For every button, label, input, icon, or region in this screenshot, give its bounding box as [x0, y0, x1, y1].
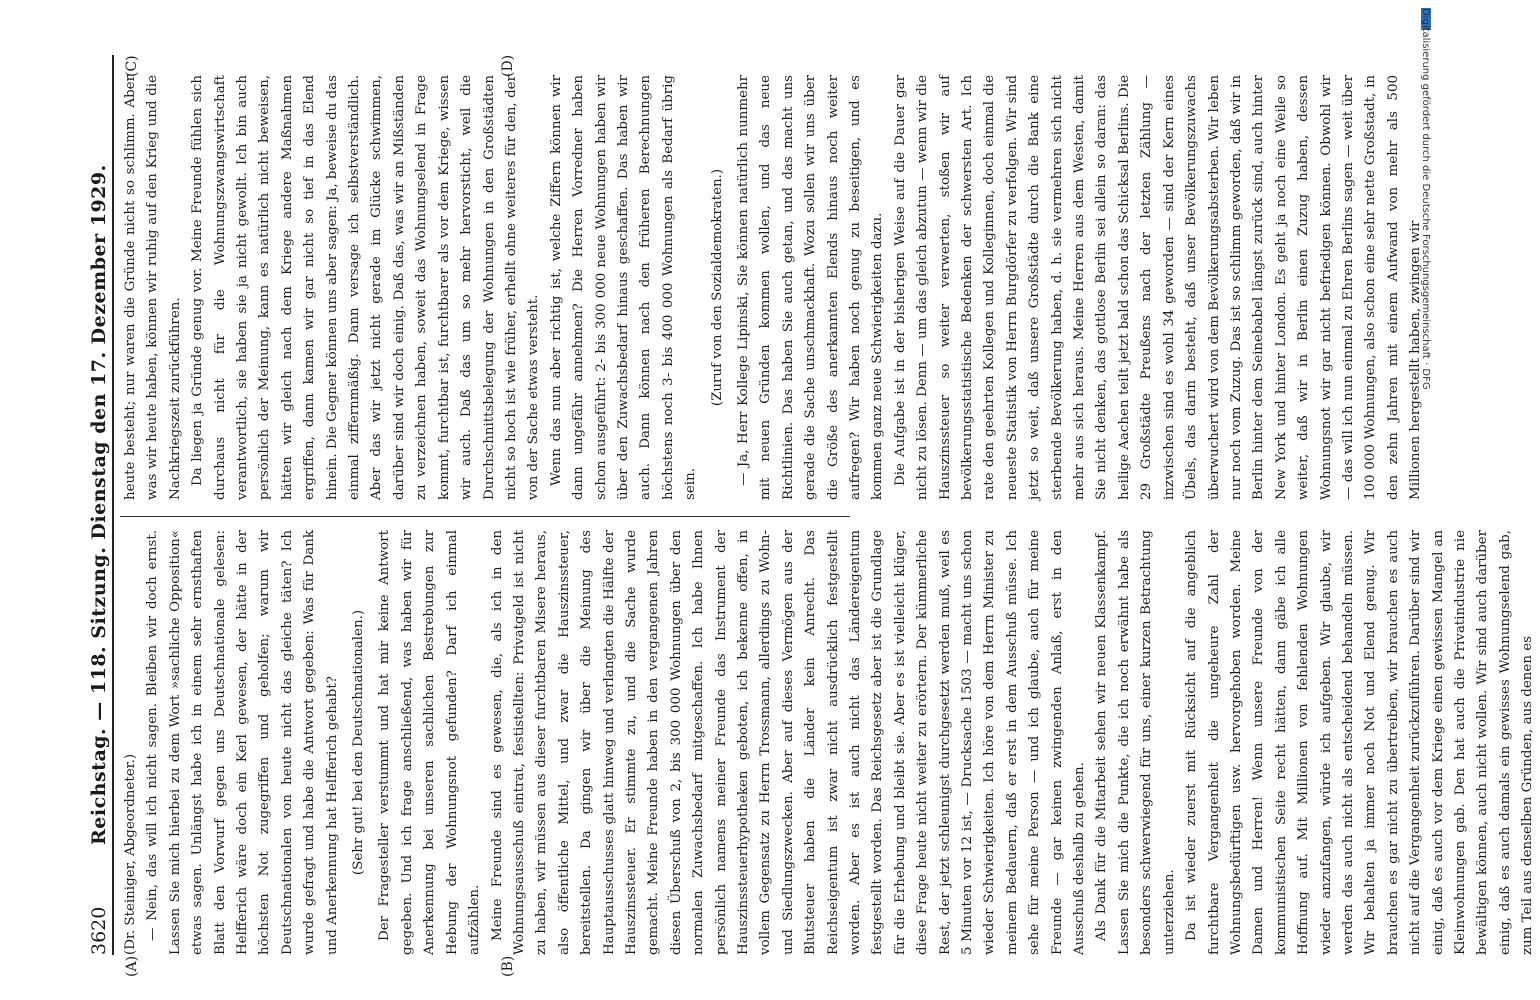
paragraph: — Nein, das will ich nicht sagen. Bleiben wir doch ernst. Lassen Sie mich hierbei zu dem Wort »sachliche Opposition« etwas sagen. Unlängst habe ich in einem sehr ernsthaften Blatt den Vorwurf gegen uns Deutschnationale gelesen: Helfferich wäre doch ein Kerl gewesen, der hätte in der höchsten Not zugegriffen und geholfen; warum wir Deutschnationalen von heute nicht das gleiche täten? Ich wurde gefragt und habe die Antwort gegeben: Was für Dank und Anerkennung hat Helfferich gehabt? [145, 530, 340, 955]
page-number: 3620 [88, 906, 110, 955]
margin-marker-c: (C) [124, 55, 140, 77]
paragraph: heute besteht; nur waren die Gründe nicht so schlimm. Aber was wir heute haben, können wir ruhig auf den Krieg und die Nachkriegszeit zurückführen. [123, 75, 183, 500]
paragraph: Da liegen ja Gründe genug vor. Meine Freunde fühlen sich durchaus nicht für die Wohnungszwangswirtschaft verantwortlich, sie haben sie ja nicht gewollt. Ich bin auch persönlich der Meinung, kann es natürlich nicht beweisen, hätten wir gleich nach dem Kriege andere Maßnahmen ergriffen, dann kamen wir gar nicht so tief in das Elend hinein. Die Gegner können uns aber sagen: Ja, beweise du das einmal ziffernmäßig. Dann versage ich selbstverständlich. Aber das wir jetzt nicht gerade im Glücke schwimmen, darüber sind wir doch einig. Daß das, was wir an Mißständen zu verzeichnen haben, soweit das Wohnungselend in Frage kommt, furchtbar ist, furchtbarer als vor dem Kriege, wissen wir auch. Daß das um so mehr hervorsticht, weil die Durchschnittsbelegung der Wohnungen in den Großstädten nicht so hoch ist wie früher, erhellt ohne weiteres für den, der von der Sache etwas versteht. [190, 75, 542, 500]
left-column [120, 530, 1536, 955]
paragraph: Meine Freunde sind es gewesen, die, als ich in den Wohnungsausschuß eintrat, festistellten: Privatgeld ist nicht zu haben, wir müssen aus dieser furchtbaren Misere heraus, also öffentliche Mittel, und zwar die Hauszinssteuer, bereitstellen. Da gingen wir über die Meinung des Hauptausschusses glatt hinweg und verlangten die Hälfte der Hauszinssteuer. Er stimmte zu, und die Sache wurde gemacht. Meine Freunde haben in den vergangenen Jahren diesen Überschuß von 2, bis 300 000 Wohnungen über den normalen Zuwachsbedarf mitgeschaffen. Ich habe Ihnen persönlich namens meiner Freunde das Instrument der Hauszinssteuerhypotheken geboten, ich bekenne offen, in vollem Gegensatz zu Herrn Trossmann, allerdings zu Wohn- und Siedlungszwecken. Aber auf dieses Vermögen aus der Blutsteuer haben die Länder kein Anrecht. Das Reichseigentum ist zwar nicht ausdrücklich festgestellt worden. Aber es ist auch nicht das Ländereigentum festgestellt worden. Das Reichsgesetz aber ist die Grundlage für die Erhebung und bleibt sie. Aber es ist vielleicht klüger, diese Frage heute nicht weiter zu erörtern. Der kümmerliche Rest, der jetzt schleunigst durchgesetzt werden muß, weil es 5 Minuten vor 12 ist, — Drucksache 1503 — macht uns schon wieder Schwierigkeiten. Ich höre von dem Herrn Minister zu meinem Bedauern, daß er erst in dem Ausschuß müsse. Ich sehe für meine Person — und ich glaube, auch für meine Freunde — gar keinen zwingenden Anlaß, erst in den Ausschuß deshalb zu gehen. [489, 530, 1088, 955]
paragraph: Als Dank für die Mitarbeit sehen wir neuen Klassenkampf. Lassen Sie mich die Punkte, die ich noch erwähnt habe als besonders schwerwiegend für uns, einer kurzen Betrachtung unterziehen. [1094, 530, 1177, 955]
paragraph: — Ja, Herr Kollege Lipinski, Sie können natürlich nunmehr mit neuen Gründen kommen wollen, und das neue Richtlinien. Das haben Sie auch getan, und das macht uns gerade die Sache unschmackhaft. Wozu sollen wir uns über die Größe des anerkannten Elends hinaus noch weiter aufregen? Wir haben noch genug zu beseitigen, und es kommen ganz neue Schwierigkeiten dazu. [735, 75, 886, 500]
paragraph: Da ist wieder zuerst mit Rücksicht auf die angeblich furchtbare Vergangenheit die ungeheure Zahl der Wohnungsbedürftigen usw. hervorgehoben worden. Meine Damen und Herren! Wenn unsere Freunde von der kommunistischen Seite recht hätten, dann gäbe ich alle Hoffnung auf. Mit Millionen von fehlenden Wohnungen wieder anzufangen, würde ich aufgeben. Wir glaube, wir werden das auch nicht als entscheidend behandeln müssen. Wir behalten ja immer noch Not und Elend genug. Wir brauchen es gar nicht zu übertreiben, wir brauchen es auch nicht auf die Vergangenheit zurückzuführen. Darüber sind wir einig, daß es auch vor dem Kriege einen gewissen Mangel an Kleinwohnungen gab. Den hat auch die Privatindustrie nie bewältigen können, auch nicht wollen. Wir sind auch darüber einig, daß es auch damals ein gewisses Wohnungselend gab, zum Teil aus denselben Gründen, aus denen es [1184, 530, 1536, 955]
margin-marker-d: (D) [500, 54, 516, 77]
interjection: (Sehr gut! bei den Deutschnationalen.) [351, 609, 367, 876]
interjection: (Zuruf von den Sozialdemokraten.) [709, 168, 725, 407]
paragraph: Die Aufgabe ist in der bisherigen Weise auf die Dauer gar nicht zu lösen. Denn — um das gleich abzutun — wenn wir die Hauszinssteuer so weiter verwerten, stoßen wir auf bevölkerungsstatistische Bedenken der schwersten Art. Ich rate den geehrten Kollegen und Kolleginnen, doch einmal die neueste Statistik von Herrn Burgdörfer zu verfolgen. Wir sind jetzt so weit, daß unsere Großstädte durch die Bank eine sterbende Bevölkerung haben, d. h. sie vermehren sich nicht mehr aus sich heraus. Meine Herren aus dem Westen, damit Sie nicht denken, das gottlose Berlin sei allein so daran: das heilige Aachen teilt jetzt bald schon das Schicksal Berlins. Die 29 Großstädte Preußens nach der letzten Zählung — inzwischen sind es wohl 34 geworden — sind der Kern eines Übels, das darin besteht, daß unser Bevölkerungszuwachs überwuchert wird von dem Bevölkerungsabsterben. Wir leben nur noch vom Zuzug. Das ist so schlimm geworden, daß wir in Berlin hinter dem Seinebabel längst zurück sind, auch hinter New York und hinter London. Es geht ja noch eine Weile so weiter, daß wir in Berlin einen Zuzug haben, dessen Wohnungsnot wir gar nicht befriedigen können. Obwohl wir — das will ich nun einmal zu Ehren Berlins sagen — weit über 100 000 Wohnungen, also schon eine sehr nette Großstadt, in den zehn Jahren mit einem Aufwand von mehr als 500 Millionen hergestellt haben, zwingen wir [892, 75, 1424, 500]
paragraph: Wenn das nun aber richtig ist, welche Ziffern können wir dann ungefähr annehmen? Die Herren Vorredner haben schon ausgeführt: 2- bis 300 000 neue Wohnungen haben wir über den Zuwachsbedarf hinaus geschaffen. Das haben wir auch. Dann können nach den früheren Berechnungen höchstens noch 3- bis 400 000 Wohnungen als Bedarf übrig sein. [548, 75, 699, 500]
credit-text: Digitalisierung gefördert durch die Deutsche Forschungsgemeinschaft · DFG [1420, 8, 1431, 390]
margin-marker-b: (B) [500, 955, 516, 977]
digitization-credit [1420, 8, 1432, 998]
page-header [80, 55, 120, 955]
margin-marker-a: (A) [124, 955, 140, 977]
running-head: Reichstag. — 118. Sitzung. Dienstag den 17. Dezember 1929. [88, 164, 110, 845]
column-divider [120, 516, 850, 517]
speaker-line: (Dr. Steiniger, Abgeordneter.) [123, 753, 138, 955]
paragraph: Der Fragesteller verstummt und hat mir keine Antwort gegeben. Und ich frage anschließend, was haben wir für Anerkennung bei unseren sachlichen Bestrebungen zur Hebung der Wohnungsnot gefunden? Darf ich einmal aufzählen. [377, 530, 483, 955]
right-column [120, 75, 1424, 500]
header-rule [112, 55, 114, 955]
